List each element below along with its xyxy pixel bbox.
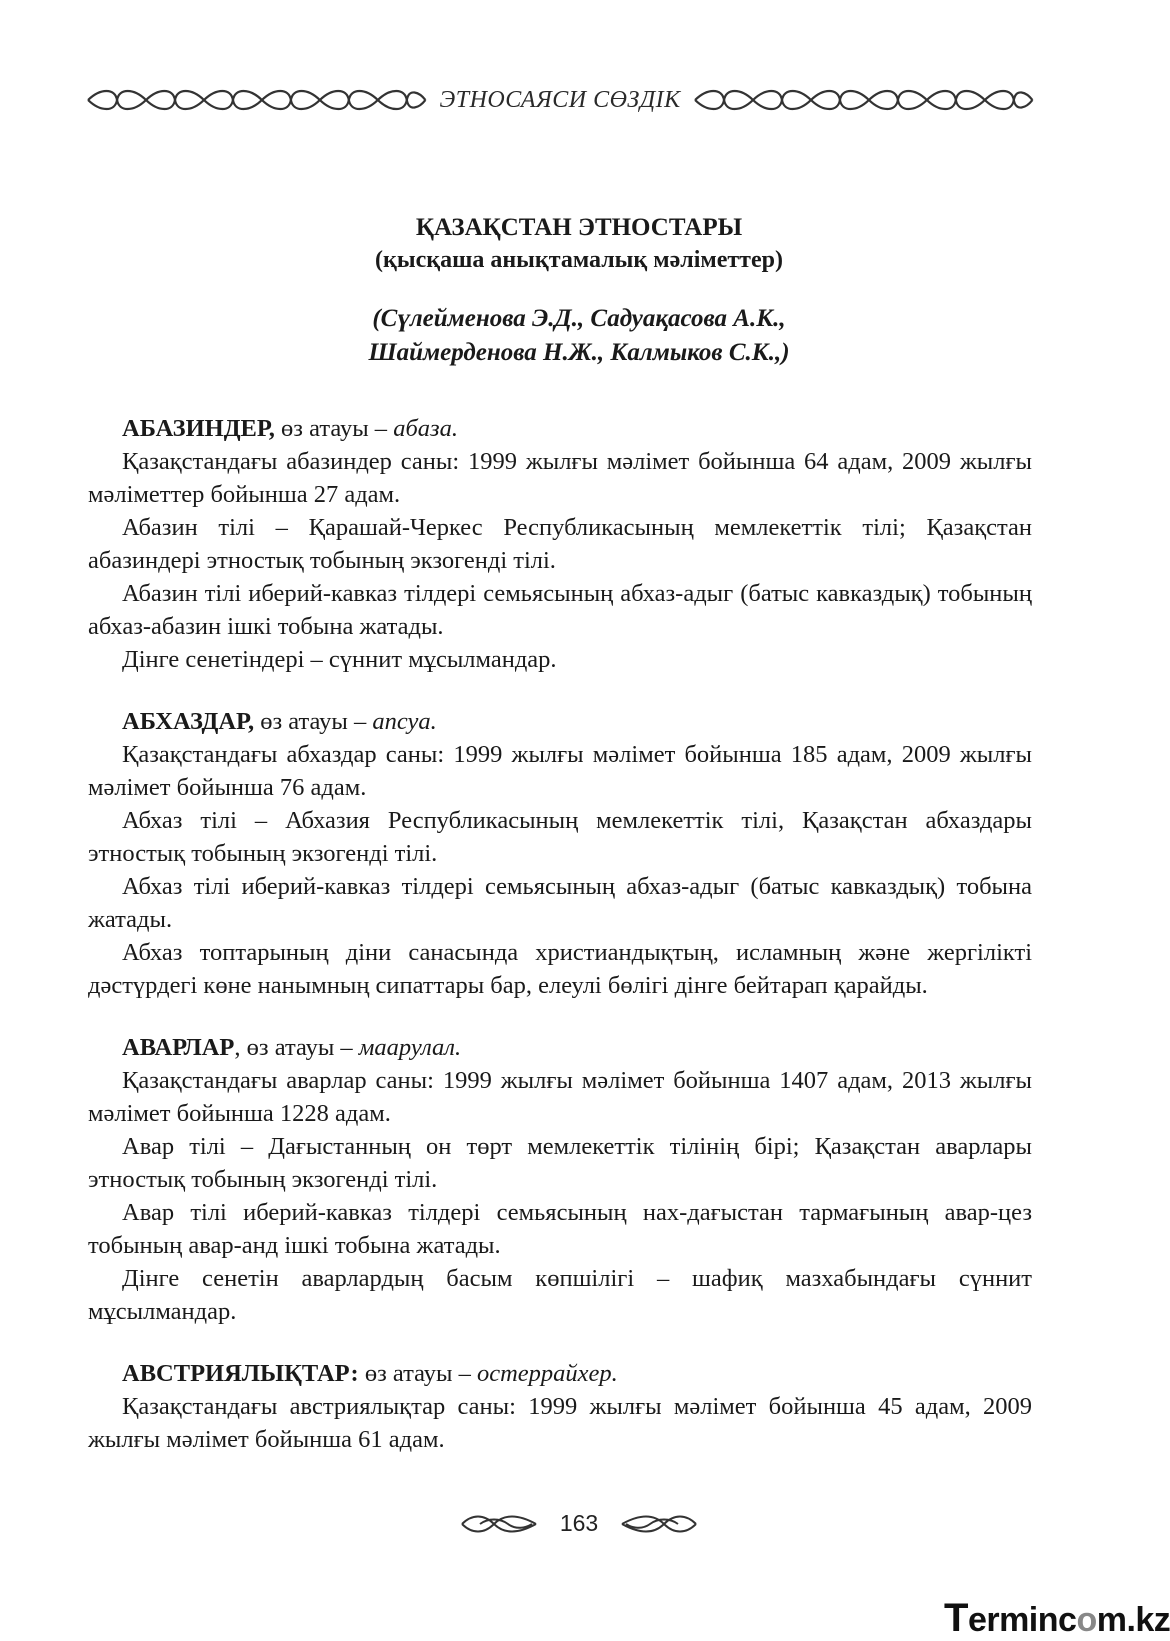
native-label: өз атауы – (358, 1360, 477, 1387)
native-label: , өз атауы – (234, 1034, 359, 1061)
authors-line-1: (Сүлейменова Э.Д., Садуақасова А.К., (372, 305, 786, 332)
flourish-left-icon (460, 1512, 538, 1536)
entry-paragraph: Қазақстандағы абазиндер саны: 1999 жылғы мәлімет бойынша 64 адам, 2009 жылғы мәліметтер бойынша 27 адам. (88, 448, 1032, 508)
entry-heading (88, 1031, 1032, 1064)
entry-paragraph: Дінге сенетіндері – сүннит мұсылмандар. (122, 646, 557, 673)
native-name: апсуа. (372, 708, 437, 735)
entry-paragraph: Дінге сенетін аварлардың басым көпшілігі – шафиқ мазхабындағы сүннит мұсылмандар. (88, 1265, 1032, 1325)
entry-term: АВАРЛАР (122, 1034, 235, 1061)
entry-paragraph: Қазақстандағы аварлар саны: 1999 жылғы мәлімет бойынша 1407 адам, 2013 жылғы мәлімет бойынша 1228 адам. (88, 1067, 1032, 1127)
page-footer (0, 1510, 1158, 1537)
entry-austrians (88, 1357, 1032, 1456)
entry-paragraph: Абхаз тілі – Абхазия Республикасының мемлекеттік тілі, Қазақстан абхаздары этностық тобының экзогенді тілі. (88, 807, 1032, 867)
dictionary-content (88, 412, 1032, 1485)
ornament-right-icon (693, 84, 1035, 116)
watermark-o: o (1076, 1601, 1097, 1639)
title-block (0, 212, 1158, 370)
entry-term: АВСТРИЯЛЫҚТАР: (122, 1360, 359, 1387)
entry-paragraph: Авар тілі – Дағыстанның он төрт мемлекеттік тілінің бірі; Қазақстан аварлары этностық тобының экзогенді тілі. (88, 1133, 1032, 1193)
entry-paragraph: Қазақстандағы австриялықтар саны: 1999 жылғы мәлімет бойынша 45 адам, 2009 жылғы мәлімет бойынша 61 адам. (88, 1393, 1032, 1453)
watermark-part1: erminc (967, 1601, 1077, 1639)
entry-paragraph: Абхаз топтарының діни санасында христиандықтың, исламның және жергілікті дәстүрдегі көне нанымның сипаттары бар, елеулі бөлігі дінге бейтарап қарайды. (88, 939, 1032, 999)
flourish-right-icon (620, 1512, 698, 1536)
native-name: остеррайхер. (476, 1360, 618, 1387)
running-header (86, 84, 1034, 116)
entry-heading (88, 1357, 1032, 1390)
entry-paragraph: Авар тілі иберий-кавказ тілдері семьясының нах-дағыстан тармағының авар-цез тобының авар-анд ішкі тобына жатады. (88, 1199, 1032, 1259)
entry-paragraph: Абазин тілі – Қарашай-Черкес Республикасының мемлекеттік тілі; Қазақстан абазиндері этностық тобының экзогенді тілі. (88, 514, 1032, 574)
authors-line-2: Шаймерденова Н.Ж., Калмыков С.К.,) (368, 339, 790, 366)
page-subtitle: (қысқаша анықтамалық мәліметтер) (375, 247, 783, 273)
ornament-left-icon (86, 84, 428, 116)
native-label: өз атауы – (274, 415, 394, 442)
entry-abkhazians (88, 705, 1032, 1002)
entry-term: АБХАЗДАР, (122, 708, 255, 735)
entry-paragraph: Қазақстандағы абхаздар саны: 1999 жылғы мәлімет бойынша 185 адам, 2009 жылғы мәлімет бойынша 76 адам. (88, 741, 1032, 801)
entry-avars (88, 1031, 1032, 1328)
page-title: ҚАЗАҚСТАН ЭТНОСТАРЫ (415, 214, 743, 241)
native-name: абаза. (393, 415, 458, 442)
native-label: өз атауы – (254, 708, 373, 735)
authors (0, 302, 1158, 370)
entry-paragraph: Абазин тілі иберий-кавказ тілдері семьясының абхаз-адыг (батыс кавказдық) тобының абхаз-абазин ішкі тобына жатады. (88, 580, 1032, 640)
entry-abazins (88, 412, 1032, 676)
entry-heading (88, 412, 1032, 445)
watermark-t: T (944, 1596, 968, 1640)
entry-paragraph: Абхаз тілі иберий-кавказ тілдері семьясының абхаз-адыг (батыс кавказдық) тобына жатады. (88, 873, 1032, 933)
page-number: 163 (559, 1510, 599, 1536)
native-name: маарулал. (358, 1034, 462, 1061)
watermark-logo (944, 1596, 1170, 1641)
header-title: ЭТНОСАЯСИ СӨЗДІК (439, 86, 681, 113)
entry-heading (88, 705, 1032, 738)
entry-term: АБАЗИНДЕР, (122, 415, 275, 442)
watermark-part2: m.kz (1096, 1601, 1170, 1639)
